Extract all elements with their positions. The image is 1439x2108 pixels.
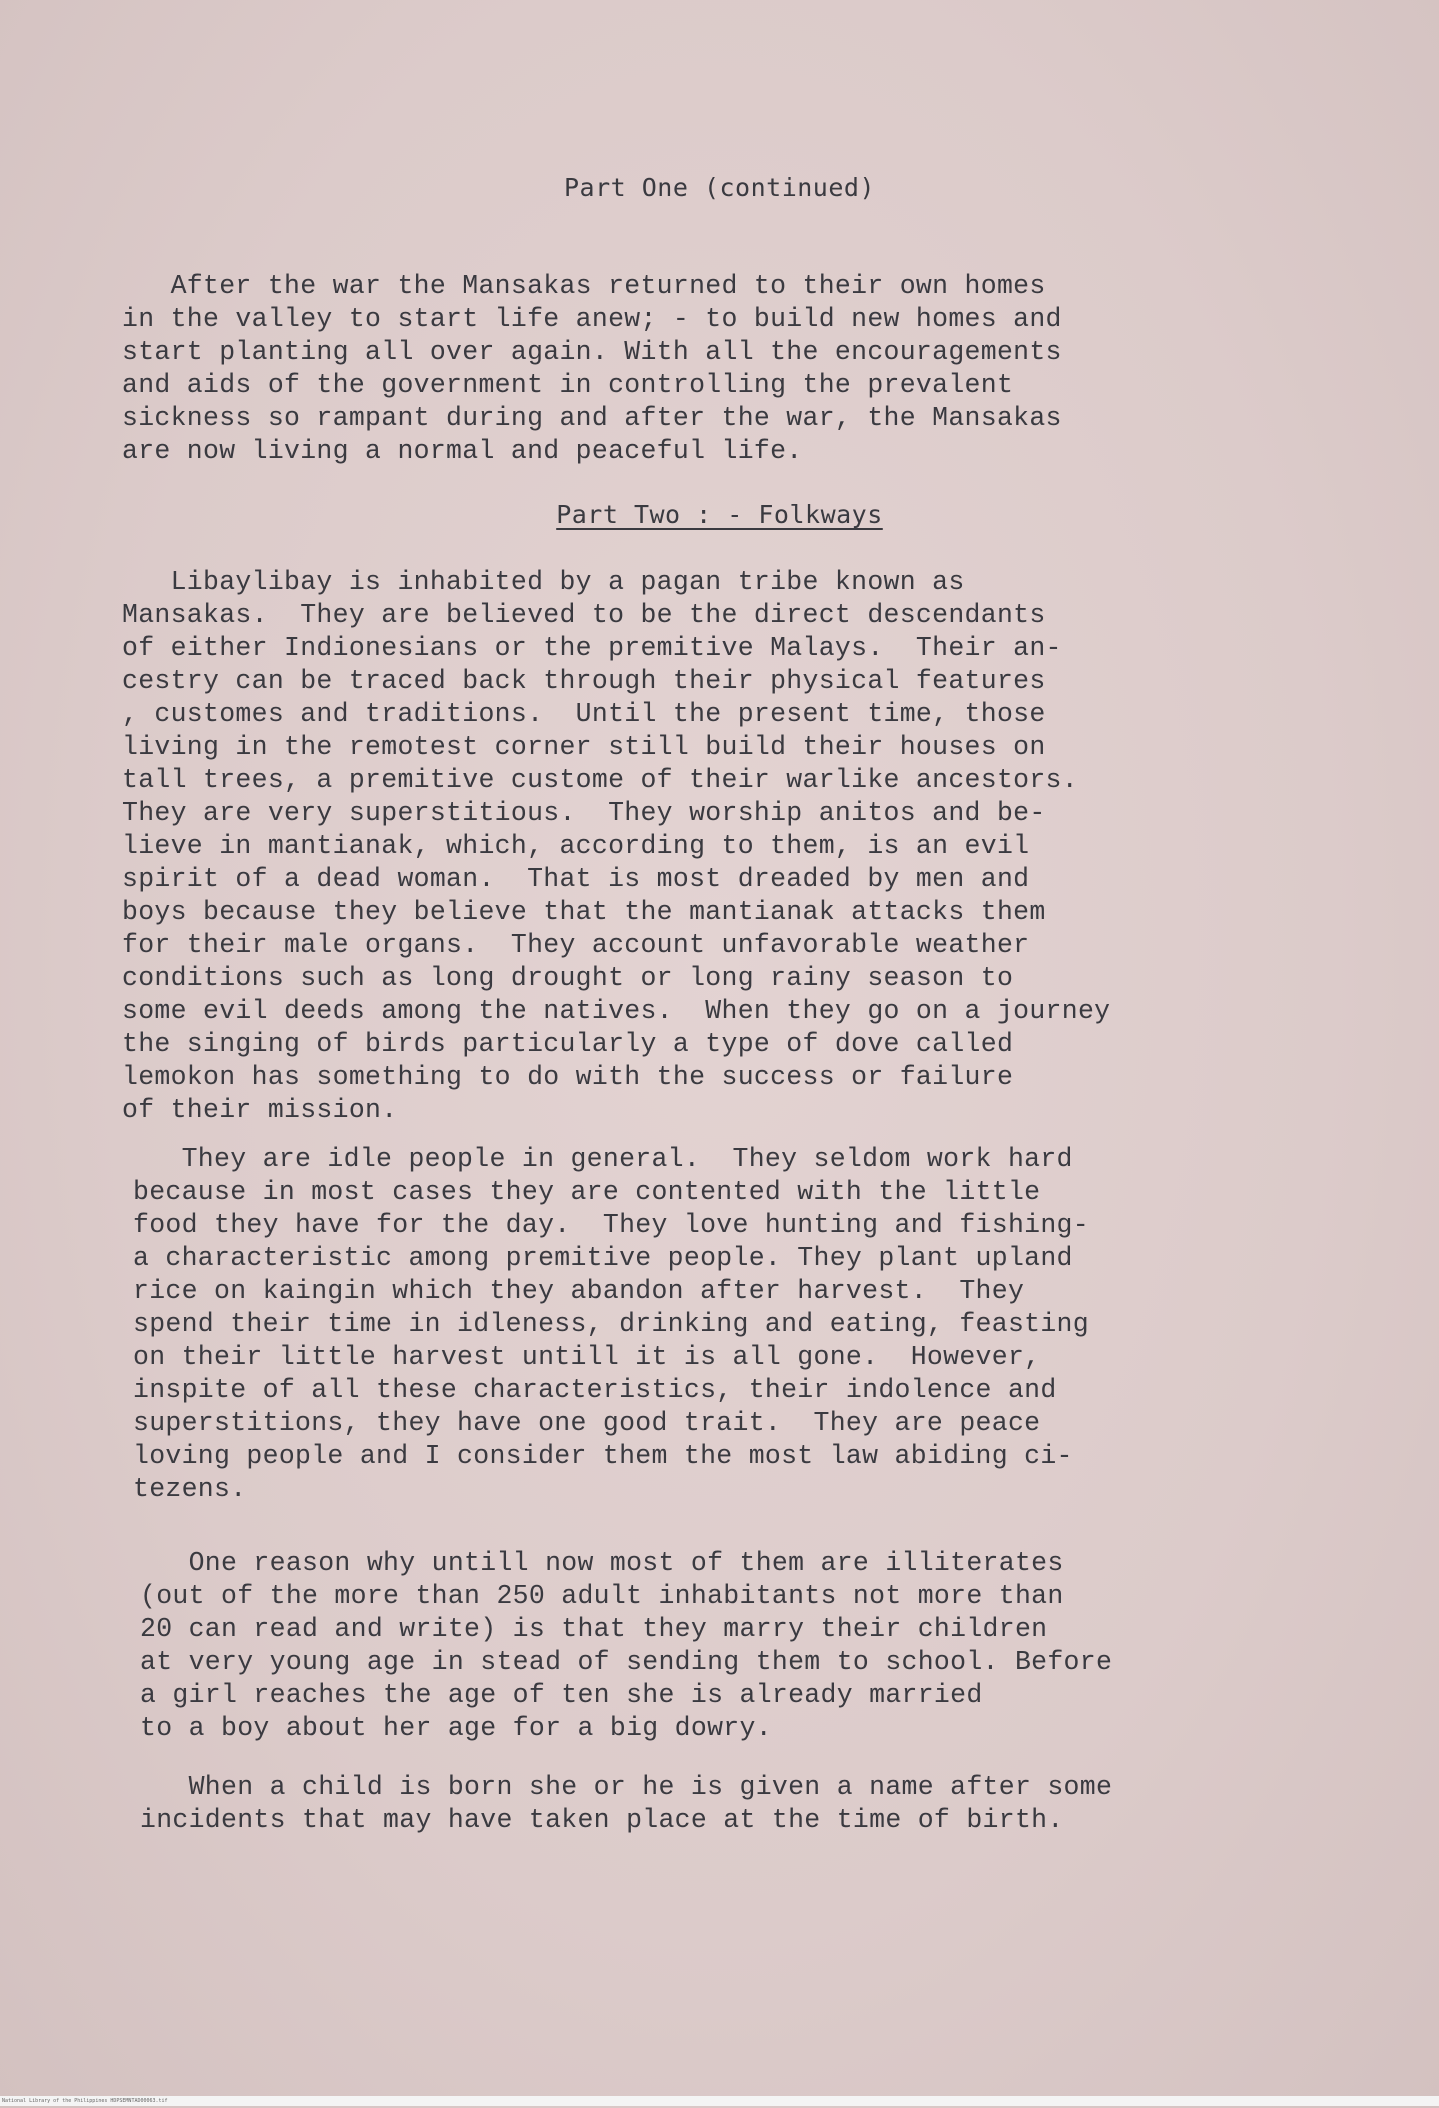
paragraph-libaylibay: Libaylibay is inhabited by a pagan tribe known as Mansakas. They are believed to be the direct descendants of either Indionesians or the premitive Malays. Their an- cestry can be traced back through their physical features , customes and traditions. Until the present time, those living in the remotest corner still build their houses on tall trees, a premitive custome of their warlike ancestors. They are very superstitious. They worship anitos and be- lieve in mantianak, which, according to them, is an evil spirit of a dead woman. That is most dreaded by men and boys because they believe that the mantianak attacks them for their male organs. They account unfavorable weather conditions such as long drought or long rainy season to some evil deeds among the natives. When they go on a journey the singing of birds particularly a type of dove called lemokon has something to do with the success or failure of their mission.	[122, 567, 1111, 1125]
scan-footer: National Library of the Philippines HDPSEMNTAD00063.tif	[0, 2096, 1439, 2106]
paragraph-idle-people: They are idle people in general. They seldom work hard because in most cases they are contented with the little food they have for the day. They love hunting and fishing- a characteristic among premitive people. They plant upland rice on kaingin which they abandon after harvest. They spend their time in idleness, drinking and eating, feasting on their little harvest untill it is all gone. However, inspite of all these characteristics, their indolence and superstitions, they have one good trait. They are peace loving people and I consider them the most law abiding ci- tezens.	[133, 1144, 1089, 1504]
part-two-heading: Part Two : - Folkways	[556, 500, 883, 529]
part-one-heading: Part One (continued)	[563, 173, 876, 202]
paragraph-illiterates: One reason why untill now most of them are illiterates (out of the more than 250 adult inhabitants not more than 20 can read and write) is that they marry their children at very young age in stead of sending them to school. Before a girl reaches the age of ten she is already married to a boy about her age for a big dowry.	[140, 1548, 1113, 1743]
paragraph-after-the-war: After the war the Mansakas returned to their own homes in the valley to start life anew; - to build new homes and start planting all over again. With all the encouragements and aids of the government in controlling the prevalent sickness so rampant during and after the war, the Mansakas are now living a normal and peaceful life.	[122, 271, 1062, 466]
paragraph-child-naming: When a child is born she or he is given a name after some incidents that may have taken place at the time of birth.	[140, 1772, 1113, 1835]
